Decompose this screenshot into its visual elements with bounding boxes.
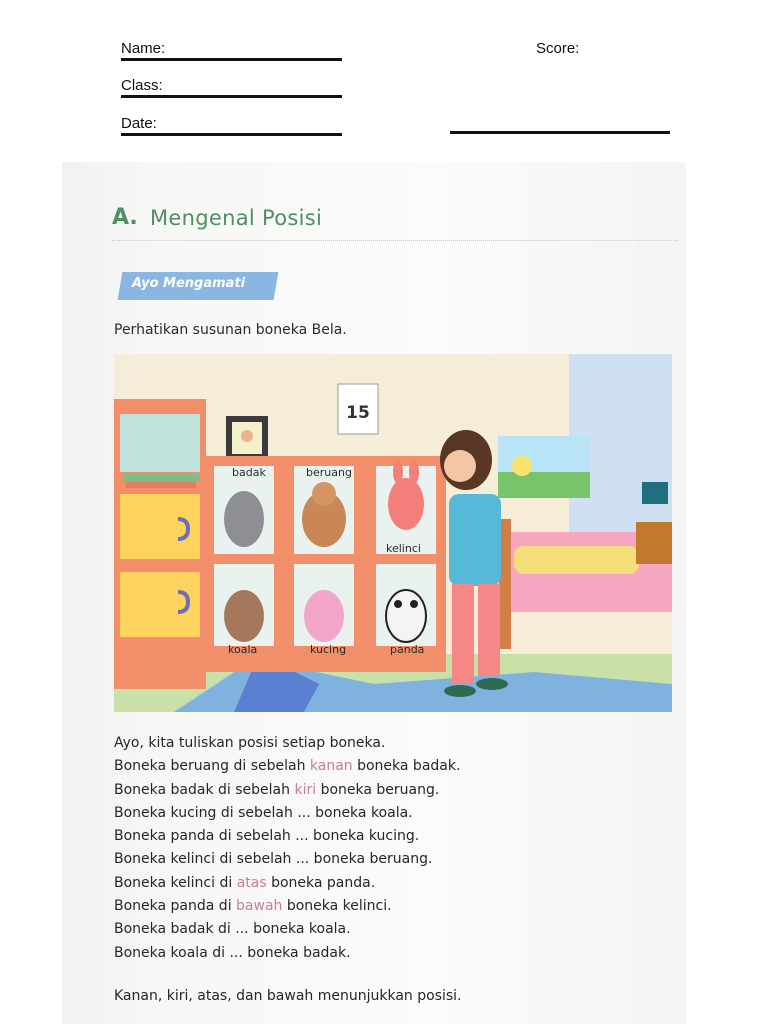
books bbox=[126, 482, 196, 488]
girl-shirt bbox=[449, 494, 501, 586]
score-line[interactable] bbox=[450, 131, 670, 134]
label-kucing: kucing bbox=[310, 643, 347, 656]
sentence-line: Boneka koala di ... boneka badak. bbox=[114, 944, 351, 961]
sentence-line: Boneka panda di sebelah ... boneka kucing. bbox=[114, 828, 420, 845]
books bbox=[124, 474, 199, 482]
sentence-line: Boneka kucing di sebelah ... boneka koala. bbox=[114, 804, 413, 821]
position-sentences bbox=[114, 732, 460, 965]
section-letter: A. bbox=[112, 205, 138, 230]
sentence-line: Ayo, kita tuliskan posisi setiap boneka. bbox=[114, 735, 386, 751]
intro-text: Perhatikan susunan boneka Bela. bbox=[114, 322, 347, 338]
doll-kucing bbox=[304, 590, 344, 642]
label-beruang: beruang bbox=[306, 466, 352, 479]
doll-badak bbox=[224, 491, 264, 547]
label-kelinci: kelinci bbox=[386, 542, 421, 555]
doll-panda bbox=[386, 590, 426, 642]
section-divider bbox=[112, 240, 678, 241]
sentence-line: Boneka kelinci di atas boneka panda. bbox=[114, 874, 376, 891]
sentence-line: Boneka badak di sebelah kiri boneka beruang. bbox=[114, 781, 440, 798]
window-hill bbox=[498, 472, 590, 498]
doll-kelinci bbox=[388, 478, 424, 530]
section-title: Mengenal Posisi bbox=[150, 206, 323, 230]
panda-eye bbox=[410, 600, 418, 608]
beruang-head bbox=[312, 482, 336, 506]
sentence-line: Boneka kelinci di sebelah ... boneka beruang. bbox=[114, 851, 433, 868]
activity-badge-label: Ayo Mengamati bbox=[132, 276, 246, 291]
kelinci-ear bbox=[393, 460, 403, 484]
photo-person bbox=[241, 430, 253, 442]
girl-leg bbox=[478, 584, 500, 676]
girl-shoe bbox=[476, 678, 508, 690]
girl-shoe bbox=[444, 685, 476, 697]
label-panda: panda bbox=[390, 643, 425, 656]
label-koala: koala bbox=[228, 643, 258, 656]
class-line[interactable] bbox=[121, 95, 342, 98]
bedroom-illustration bbox=[114, 354, 672, 712]
date-label: Date: bbox=[121, 115, 157, 132]
name-label: Name: bbox=[121, 40, 166, 57]
lamp-shade bbox=[642, 482, 668, 504]
sentence-line: Boneka badak di ... boneka koala. bbox=[114, 921, 351, 938]
kelinci-ear bbox=[409, 460, 419, 484]
score-label: Score: bbox=[536, 40, 580, 57]
sun-icon bbox=[512, 456, 532, 476]
calendar-number: 15 bbox=[346, 403, 370, 423]
sentence-line: Boneka beruang di sebelah kanan boneka badak. bbox=[114, 758, 461, 775]
doll-koala bbox=[224, 590, 264, 642]
cabinet-window bbox=[120, 414, 200, 472]
sentence-line: Boneka panda di bawah boneka kelinci. bbox=[114, 898, 392, 915]
closing-sentence: Kanan, kiri, atas, dan bawah menunjukkan posisi. bbox=[114, 988, 462, 1004]
girl-leg bbox=[452, 584, 474, 684]
bed-pillow bbox=[514, 546, 639, 574]
name-line[interactable] bbox=[121, 58, 342, 61]
date-line[interactable] bbox=[121, 133, 342, 136]
nightstand bbox=[636, 522, 672, 564]
panda-eye bbox=[394, 600, 402, 608]
class-label: Class: bbox=[121, 77, 163, 94]
label-badak: badak bbox=[232, 466, 266, 479]
girl-face bbox=[444, 450, 476, 482]
